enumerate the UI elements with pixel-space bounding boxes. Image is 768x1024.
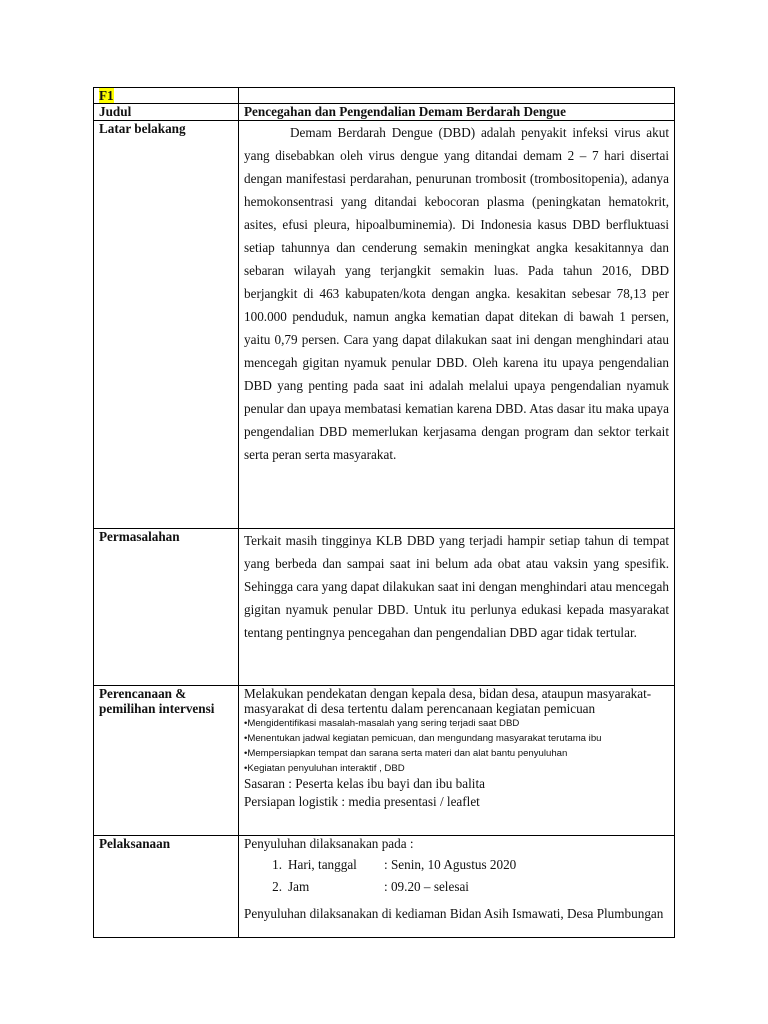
header-code-cell [94, 88, 239, 104]
perencanaan-cell [239, 686, 675, 836]
item-value: : Senin, 10 Agustus 2020 [384, 857, 517, 872]
item-value: : 09.20 – selesai [384, 879, 469, 894]
perencanaan-logistik: Persiapan logistik : media presentasi / leaflet [244, 794, 480, 809]
perencanaan-bullet: •Mengidentifikasi masalah-masalah yang sering terjadi saat DBD [244, 718, 520, 729]
header-empty-cell [239, 88, 675, 104]
item-number: 1. [272, 857, 282, 872]
pelaksanaan-item [244, 854, 669, 876]
report-table [93, 87, 675, 938]
permasalahan-label: Permasalahan [94, 529, 239, 686]
pelaksanaan-row [94, 836, 675, 938]
judul-label: Judul [94, 104, 239, 121]
permasalahan-text: Terkait masih tingginya KLB DBD yang terjadi hampir setiap tahun di tempat yang berbeda dan sampai saat ini belum ada obat atau vaksin yang spesifik. Sehingga cara yang dapat dilakukan saat ini dengan menghindari atau mencegah gigitan nyamuk penular DBD. Untuk itu perlunya edukasi kepada masyarakat tentang pentingnya pencegahan dan pengendalian DBD agar tidak tertular. [244, 533, 669, 640]
item-key: Hari, tanggal [288, 857, 357, 872]
latar-label: Latar belakang [94, 121, 239, 529]
latar-text: Demam Berdarah Dengue (DBD) adalah penyakit infeksi virus akut yang disebabkan oleh virus dengue yang ditandai demam 2 – 7 hari disertai dengan manifestasi perdarahan, penurunan trombosit (trombositopenia), adanya hemokonsentrasi yang ditandai kebocoran plasma (peningkatan hematokrit, asites, efusi pleura, hipoalbuminemia). Di Indonesia kasus DBD berfluktuasi setiap tahunnya dan cenderung semakin meningkat angka kesakitannya dan sebaran wilayah yang terjangkit semakin luas. Pada tahun 2016, DBD berjangkit di 463 kabupaten/kota dengan angka. kesakitan sebesar 78,13 per 100.000 penduduk, namun angka kematian dapat ditekan di bawah 1 persen, yaitu 0,79 persen. Cara yang dapat dilakukan saat ini dengan menghindari atau mencegah gigitan nyamuk penular DBD. Oleh karena itu upaya pengendalian DBD yang penting pada saat ini adalah melalui upaya pengendalian nyamuk penular dan upaya membatasi kematian karena DBD. Atas dasar itu maka upaya pengendalian DBD memerlukan kerjasama dengan program dan sektor terkait serta peran serta masyarakat. [244, 125, 669, 462]
perencanaan-bullet: •Kegiatan penyuluhan interaktif , DBD [244, 763, 405, 774]
judul-row [94, 104, 675, 121]
pelaksanaan-place: Penyuluhan dilaksanakan di kediaman Bidan Asih Ismawati, Desa Plumbungan [244, 906, 664, 921]
pelaksanaan-intro: Penyuluhan dilaksanakan pada : [244, 836, 414, 851]
perencanaan-sasaran: Sasaran : Peserta kelas ibu bayi dan ibu balita [244, 776, 485, 791]
perencanaan-label: Perencanaan & pemilihan intervensi [94, 686, 239, 836]
item-key: Jam [288, 879, 310, 894]
header-row [94, 88, 675, 104]
pelaksanaan-item [244, 876, 669, 898]
latar-row [94, 121, 675, 529]
perencanaan-row [94, 686, 675, 836]
judul-value: Pencegahan dan Pengendalian Demam Berdarah Dengue [239, 104, 675, 121]
pelaksanaan-label: Pelaksanaan [94, 836, 239, 938]
perencanaan-intro: Melakukan pendekatan dengan kepala desa, bidan desa, ataupun masyarakat-masyarakat di desa tertentu dalam perencanaan kegiatan pemicuan [244, 686, 652, 716]
item-number: 2. [272, 879, 282, 894]
pelaksanaan-cell [239, 836, 675, 938]
perencanaan-bullet: •Menentukan jadwal kegiatan pemicuan, dan mengundang masyarakat terutama ibu [244, 733, 602, 744]
permasalahan-cell [239, 529, 675, 686]
perencanaan-bullet: •Mempersiapkan tempat dan sarana serta materi dan alat bantu penyuluhan [244, 748, 568, 759]
header-code: F1 [99, 88, 114, 103]
permasalahan-row [94, 529, 675, 686]
latar-cell [239, 121, 675, 529]
